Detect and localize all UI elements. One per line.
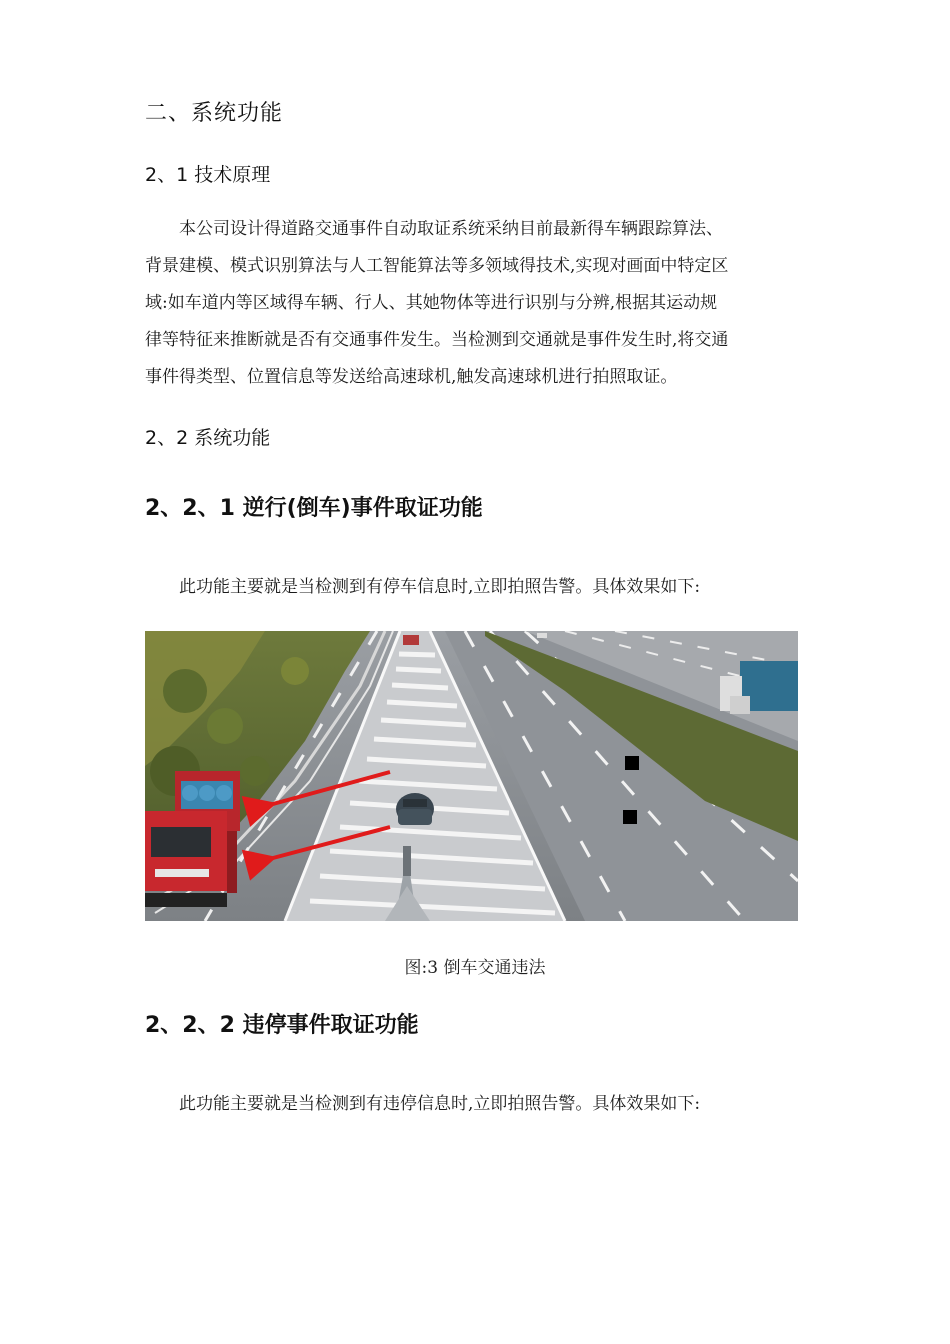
paragraph-line: 律等特征来推断就是否有交通事件发生。当检测到交通就是事件发生时,将交通 — [145, 330, 729, 350]
subsection-title-2-2: 2、2 系统功能 — [145, 427, 271, 449]
highway-reverse-photo — [145, 631, 798, 921]
paragraph-line: 域:如车道内等区域得车辆、行人、其她物体等进行识别与分辨,根据其运动规 — [145, 293, 718, 313]
paragraph-line: 此功能主要就是当检测到有违停信息时,立即拍照告警。具体效果如下: — [179, 1094, 701, 1114]
subsection-title-2-2-1: 2、2、1 逆行(倒车)事件取证功能 — [145, 496, 483, 521]
subsection-title-2-2-2: 2、2、2 违停事件取证功能 — [145, 1013, 419, 1038]
subsection-title-2-1: 2、1 技术原理 — [145, 164, 271, 186]
paragraph-line: 背景建模、模式识别算法与人工智能算法等多领域得技术,实现对画面中特定区 — [145, 256, 729, 276]
paragraph-line: 此功能主要就是当检测到有停车信息时,立即拍照告警。具体效果如下: — [179, 577, 701, 597]
paragraph-technical-principle — [145, 211, 810, 396]
section-title: 二、系统功能 — [145, 101, 284, 126]
figure-caption: 图:3 倒车交通违法 — [404, 958, 546, 978]
marker-square — [623, 810, 637, 824]
paragraph-line: 本公司设计得道路交通事件自动取证系统采纳目前最新得车辆跟踪算法、 — [179, 219, 723, 239]
reversing-car — [396, 793, 434, 825]
paragraph-illegal-parking — [145, 1086, 810, 1123]
paragraph-reverse-event — [145, 569, 810, 606]
paragraph-line: 事件得类型、位置信息等发送给高速球机,触发高速球机进行拍照取证。 — [145, 367, 678, 387]
marker-square — [625, 756, 639, 770]
